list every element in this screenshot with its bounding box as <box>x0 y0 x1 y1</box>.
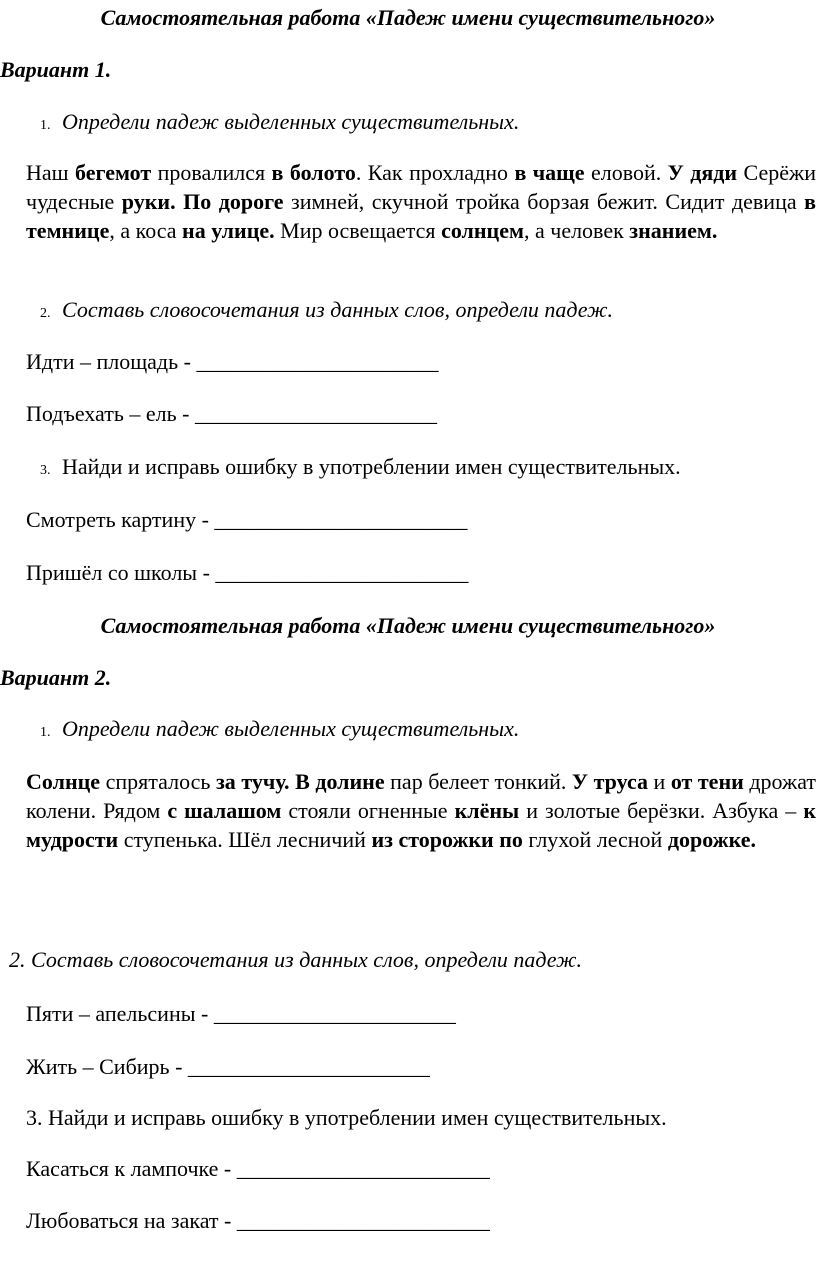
highlighted-noun: в чаще <box>514 160 585 185</box>
variant2-title: Самостоятельная работа «Падеж имени существительного» <box>100 613 716 638</box>
paragraph-text: стояли огненные <box>281 798 455 823</box>
task-number: 1. <box>40 118 51 133</box>
paragraph-text: глухой лесной <box>522 827 668 852</box>
task-number: 1. <box>40 725 51 740</box>
variant2-task1 <box>40 716 519 746</box>
paragraph-text: дрожат колени. Рядом <box>26 769 816 823</box>
paragraph-text: Мир освещается <box>274 218 442 243</box>
paragraph-text <box>176 189 184 214</box>
variant1-task2-line-2: Подъехать – ель - ______________________ <box>26 401 437 426</box>
highlighted-noun: клёны <box>454 798 520 823</box>
variant2-heading: Вариант 2. <box>0 665 112 690</box>
paragraph-text: , а коса <box>109 218 183 243</box>
highlighted-noun: за тучу. <box>215 769 290 794</box>
highlighted-noun: к мудрости <box>26 798 816 852</box>
task-instruction: Определи падеж выделенных существительных. <box>62 109 520 134</box>
paragraph-text: и золотые берёзки. Азбука – <box>519 798 804 823</box>
highlighted-noun: Солнце <box>26 769 101 794</box>
task-instruction: Составь словосочетания из данных слов, определи падеж. <box>62 297 613 322</box>
highlighted-noun: из сторожки по <box>371 827 523 852</box>
task-number: 2. <box>40 306 51 321</box>
highlighted-noun: с шалашом <box>167 798 282 823</box>
variant1-task2-line-1: Идти – площадь - ______________________ <box>26 349 439 374</box>
paragraph-text: еловой. <box>584 160 668 185</box>
highlighted-noun: дорожке. <box>667 827 757 852</box>
variant2-task2-instruction: 2. Составь словосочетания из данных слов, определи падеж. <box>9 947 582 972</box>
highlighted-noun: на улице. <box>182 218 275 243</box>
highlighted-noun: знанием. <box>629 218 718 243</box>
variant1-heading: Вариант 1. <box>0 57 112 82</box>
highlighted-noun: в темнице <box>26 189 816 243</box>
paragraph-text: пар белеет тонкий. <box>384 769 572 794</box>
task-instruction: Определи падеж выделенных существительных. <box>62 716 520 741</box>
highlighted-noun: руки. <box>121 189 176 214</box>
variant2-task3-line-1: Касаться к лампочке - _______________________ <box>26 1156 490 1181</box>
highlighted-noun: В долине <box>295 769 385 794</box>
variant2-task3-line-2: Любоваться на закат - _______________________ <box>26 1208 490 1233</box>
highlighted-noun: в болото <box>271 160 356 185</box>
variant1-task1 <box>40 109 519 139</box>
paragraph-text: провалился <box>151 160 272 185</box>
highlighted-noun: бегемот <box>75 160 152 185</box>
task-instruction: Найди и исправь ошибку в употреблении имен существительных. <box>62 454 681 479</box>
paragraph-text: , а человек <box>523 218 630 243</box>
variant2-task1-paragraph <box>26 767 816 854</box>
variant2-task2-line-2: Жить – Сибирь - ______________________ <box>26 1054 430 1079</box>
paragraph-text: ступенька. Шёл лесничий <box>118 827 372 852</box>
variant1-task2 <box>40 297 613 327</box>
paragraph-text: и <box>647 769 671 794</box>
paragraph-text: Наш <box>26 160 76 185</box>
variant1-task1-paragraph <box>26 158 816 245</box>
variant2-task2-line-1: Пяти – апельсины - ______________________ <box>26 1001 456 1026</box>
paragraph-text: Серёжи чудесные <box>26 160 816 214</box>
paragraph-text: зимней, скучной тройка борзая бежит. Сидит девица <box>283 189 805 214</box>
variant1-task3-line-1: Смотреть картину - _______________________ <box>26 507 468 532</box>
variant1-title: Самостоятельная работа «Падеж имени существительного» <box>100 5 716 30</box>
highlighted-noun: У труса <box>571 769 648 794</box>
variant2-task3-instruction: 3. Найди и исправь ошибку в употреблении имен существительных. <box>26 1105 667 1130</box>
highlighted-noun: солнцем <box>441 218 524 243</box>
task-number: 3. <box>40 463 51 478</box>
highlighted-noun: У дяди <box>667 160 738 185</box>
paragraph-text: . Как прохладно <box>355 160 515 185</box>
highlighted-noun: По дороге <box>183 189 284 214</box>
variant1-task3 <box>40 454 681 484</box>
variant1-task3-line-2: Пришёл со школы - _______________________ <box>26 560 469 585</box>
highlighted-noun: от тени <box>670 769 744 794</box>
paragraph-text: спряталось <box>100 769 216 794</box>
